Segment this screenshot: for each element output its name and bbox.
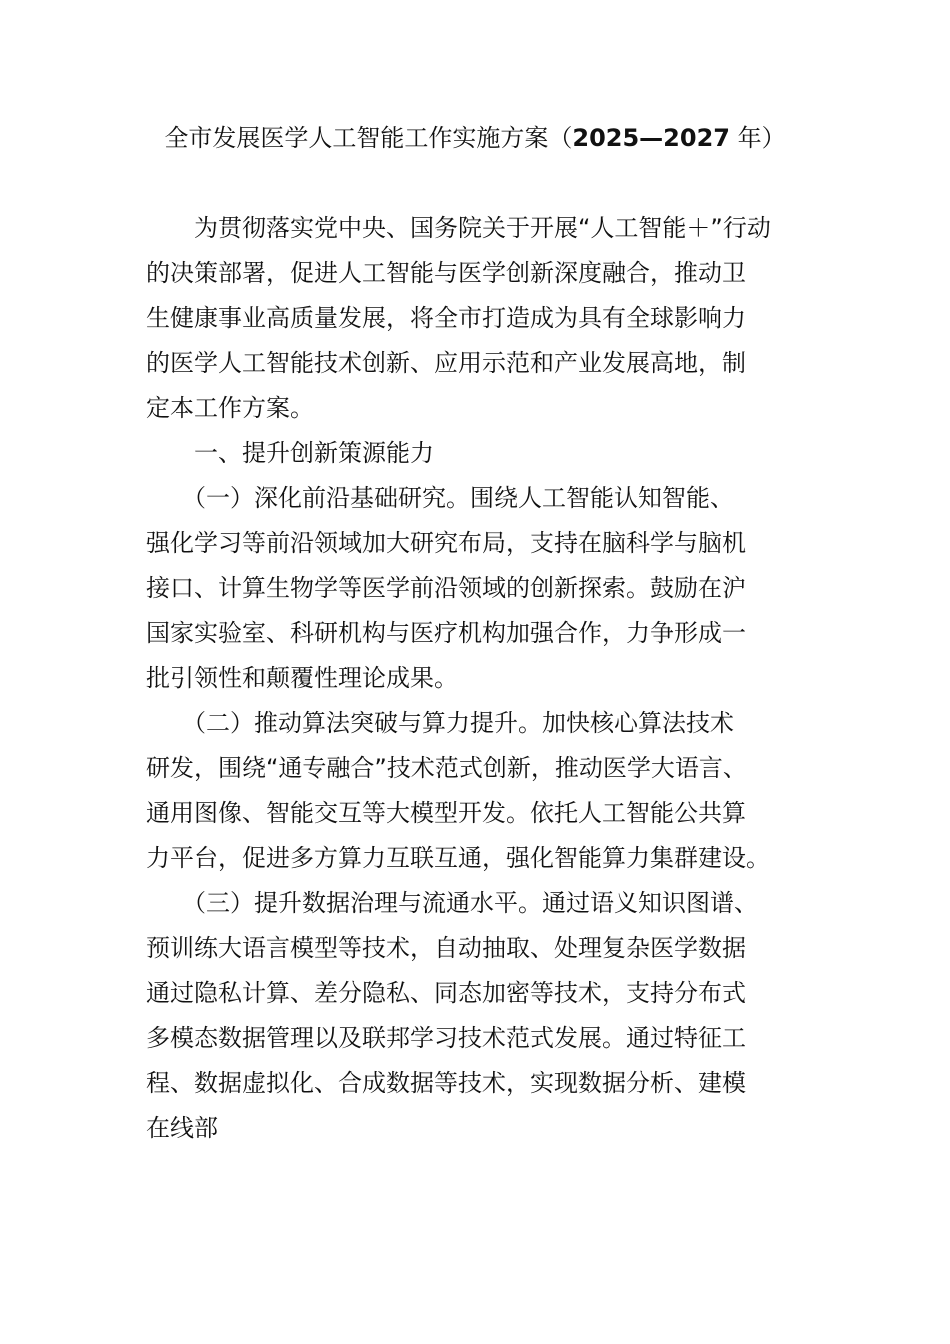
body-line: 多模态数据管理以及联邦学习技术范式发展。通过特征工 bbox=[146, 1024, 746, 1052]
title-main: 全市发展医学人工智能工作实施方案 bbox=[164, 124, 549, 152]
body-line: 生健康事业高质量发展，将全市打造成为具有全球影响力 bbox=[146, 304, 746, 332]
body-line: 预训练大语言模型等技术，自动抽取、处理复杂医学数据 bbox=[146, 934, 746, 962]
body-line: 定本工作方案。 bbox=[146, 394, 314, 422]
body-line: 国家实验室、科研机构与医疗机构加强合作，力争形成一 bbox=[146, 619, 746, 647]
body-line: 强化学习等前沿领域加大研究布局，支持在脑科学与脑机 bbox=[146, 529, 746, 557]
document-body bbox=[146, 206, 816, 1151]
title-years: 2025—2027 bbox=[572, 124, 730, 152]
body-line: 通用图像、智能交互等大模型开发。依托人工智能公共算 bbox=[146, 799, 746, 827]
body-line: 为贯彻落实党中央、国务院关于开展“人工智能＋”行动 bbox=[146, 214, 771, 242]
body-line: 通过隐私计算、差分隐私、同态加密等技术，支持分布式 bbox=[146, 979, 746, 1007]
section-heading: 一、提升创新策源能力 bbox=[146, 439, 434, 467]
body-line: （三）提升数据治理与流通水平。通过语义知识图谱、 bbox=[146, 889, 758, 917]
body-line: 力平台，促进多方算力互联互通，强化智能算力集群建设。 bbox=[146, 844, 770, 872]
body-line: 在线部 bbox=[146, 1114, 218, 1142]
title-paren-close: ） bbox=[761, 124, 786, 152]
body-line: 接口、计算生物学等医学前沿领域的创新探索。鼓励在沪 bbox=[146, 574, 746, 602]
body-line: （一）深化前沿基础研究。围绕人工智能认知智能、 bbox=[146, 484, 734, 512]
title-year-char: 年 bbox=[729, 124, 762, 152]
body-line: （二）推动算法突破与算力提升。加快核心算法技术 bbox=[146, 709, 734, 737]
body-line: 的医学人工智能技术创新、应用示范和产业发展高地，制 bbox=[146, 349, 746, 377]
page-title bbox=[0, 118, 950, 158]
body-line: 程、数据虚拟化、合成数据等技术，实现数据分析、建模 bbox=[146, 1069, 746, 1097]
title-paren-open: （ bbox=[548, 124, 573, 152]
body-line: 的决策部署，促进人工智能与医学创新深度融合，推动卫 bbox=[146, 259, 746, 287]
body-line: 批引领性和颠覆性理论成果。 bbox=[146, 664, 458, 692]
body-line: 研发，围绕“通专融合”技术范式创新，推动医学大语言、 bbox=[146, 754, 747, 782]
